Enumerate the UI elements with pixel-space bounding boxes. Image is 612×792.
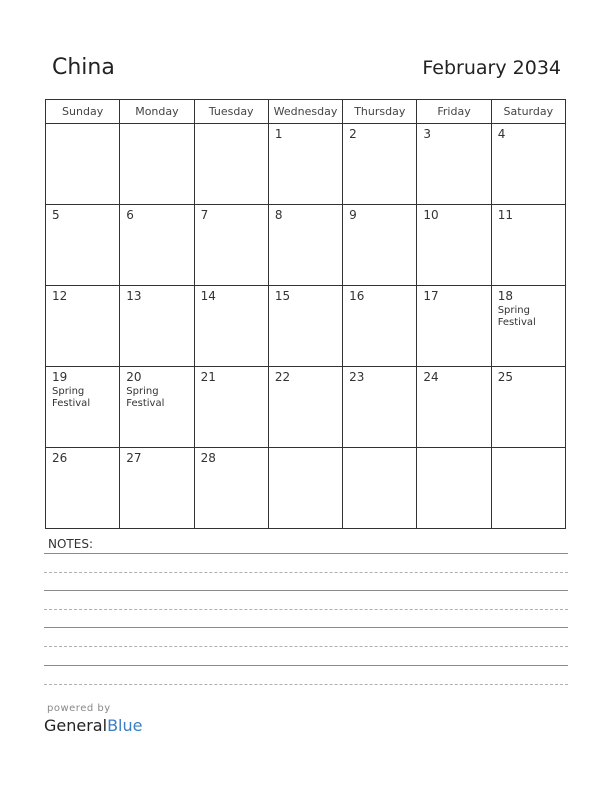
day-number: 14: [200, 289, 216, 303]
calendar-day-cell: [343, 286, 417, 367]
calendar-day-cell: [268, 448, 342, 529]
notes-line: [44, 684, 568, 685]
calendar-day-cell: [417, 448, 491, 529]
day-number: 20: [126, 370, 142, 384]
calendar-day-cell: [46, 448, 120, 529]
calendar-grid: [45, 99, 566, 529]
weekday-header-row: [46, 100, 566, 124]
calendar-day-cell: [343, 124, 417, 205]
calendar-day-cell: [46, 124, 120, 205]
day-number: 24: [423, 370, 439, 384]
calendar-day-cell: [46, 286, 120, 367]
calendar-day-cell: [194, 367, 268, 448]
day-number: 21: [200, 370, 216, 384]
calendar-week-row: [46, 367, 566, 448]
notes-line: [44, 627, 568, 628]
calendar-week-row: [46, 124, 566, 205]
calendar-day-cell: [491, 367, 565, 448]
calendar-day-cell: [120, 205, 194, 286]
day-number: 15: [274, 289, 291, 303]
calendar-day-cell: [343, 448, 417, 529]
notes-line: [44, 590, 568, 591]
day-number: 5: [52, 208, 60, 222]
day-number: 16: [349, 289, 365, 303]
calendar-day-cell: [343, 205, 417, 286]
calendar-day-cell: [268, 205, 342, 286]
calendar-day-cell: [268, 367, 342, 448]
weekday-header: Sunday: [46, 100, 120, 124]
holiday-label: Spring Festival: [52, 386, 91, 409]
day-number: 27: [126, 451, 142, 465]
month-year-title: February 2034: [422, 57, 561, 79]
brand-footer: [44, 703, 142, 735]
day-number: 26: [52, 451, 68, 465]
calendar-day-cell: [417, 286, 491, 367]
calendar-week-row: [46, 286, 566, 367]
calendar-day-cell: [268, 124, 342, 205]
country-title: China: [52, 55, 115, 80]
day-number: 9: [349, 208, 357, 222]
weekday-header: Wednesday: [268, 100, 342, 124]
day-number: 10: [423, 208, 439, 222]
holiday-label: Spring Festival: [126, 386, 165, 409]
calendar-day-cell: [491, 286, 565, 367]
calendar-day-cell: [120, 124, 194, 205]
calendar-day-cell: [46, 367, 120, 448]
calendar-day-cell: [491, 124, 565, 205]
logo-general-text: General: [44, 716, 108, 735]
calendar-week-row: [46, 448, 566, 529]
day-number: 11: [497, 208, 513, 222]
notes-label: NOTES:: [48, 537, 93, 551]
calendar-day-cell: [491, 448, 565, 529]
day-number: 13: [126, 289, 142, 303]
calendar-day-cell: [194, 286, 268, 367]
calendar-day-cell: [120, 367, 194, 448]
notes-line: [44, 572, 568, 573]
day-number: 8: [274, 208, 283, 222]
logo-blue-text: Blue: [107, 716, 143, 735]
weekday-header: Monday: [120, 100, 194, 124]
day-number: 22: [274, 370, 291, 384]
calendar-day-cell: [417, 124, 491, 205]
powered-by-text: powered by: [47, 703, 111, 714]
day-number: 23: [349, 370, 365, 384]
calendar-day-cell: [194, 205, 268, 286]
calendar-day-cell: [194, 448, 268, 529]
calendar-day-cell: [46, 205, 120, 286]
notes-line: [44, 609, 568, 610]
holiday-label: Spring Festival: [497, 305, 536, 328]
calendar-day-cell: [194, 124, 268, 205]
day-number: 1: [274, 127, 283, 141]
weekday-header: Thursday: [343, 100, 417, 124]
calendar-day-cell: [343, 367, 417, 448]
day-number: 7: [200, 208, 209, 222]
day-number: 6: [126, 208, 134, 222]
day-number: 12: [52, 289, 68, 303]
notes-line: [44, 646, 568, 647]
day-number: 19: [52, 370, 68, 384]
day-number: 18: [497, 289, 513, 303]
calendar-day-cell: [268, 286, 342, 367]
calendar-day-cell: [120, 448, 194, 529]
calendar-day-cell: [491, 205, 565, 286]
notes-line: [44, 553, 568, 554]
notes-line: [44, 665, 568, 666]
day-number: 25: [497, 370, 513, 384]
generalblue-logo: [44, 716, 142, 735]
day-number: 4: [497, 127, 506, 141]
day-number: 3: [423, 127, 432, 141]
day-number: 28: [200, 451, 216, 465]
day-number: 17: [423, 289, 439, 303]
calendar-week-row: [46, 205, 566, 286]
calendar-day-cell: [417, 205, 491, 286]
weekday-header: Saturday: [491, 100, 565, 124]
day-number: 2: [349, 127, 357, 141]
weekday-header: Tuesday: [194, 100, 268, 124]
calendar-day-cell: [417, 367, 491, 448]
calendar-day-cell: [120, 286, 194, 367]
weekday-header: Friday: [417, 100, 491, 124]
